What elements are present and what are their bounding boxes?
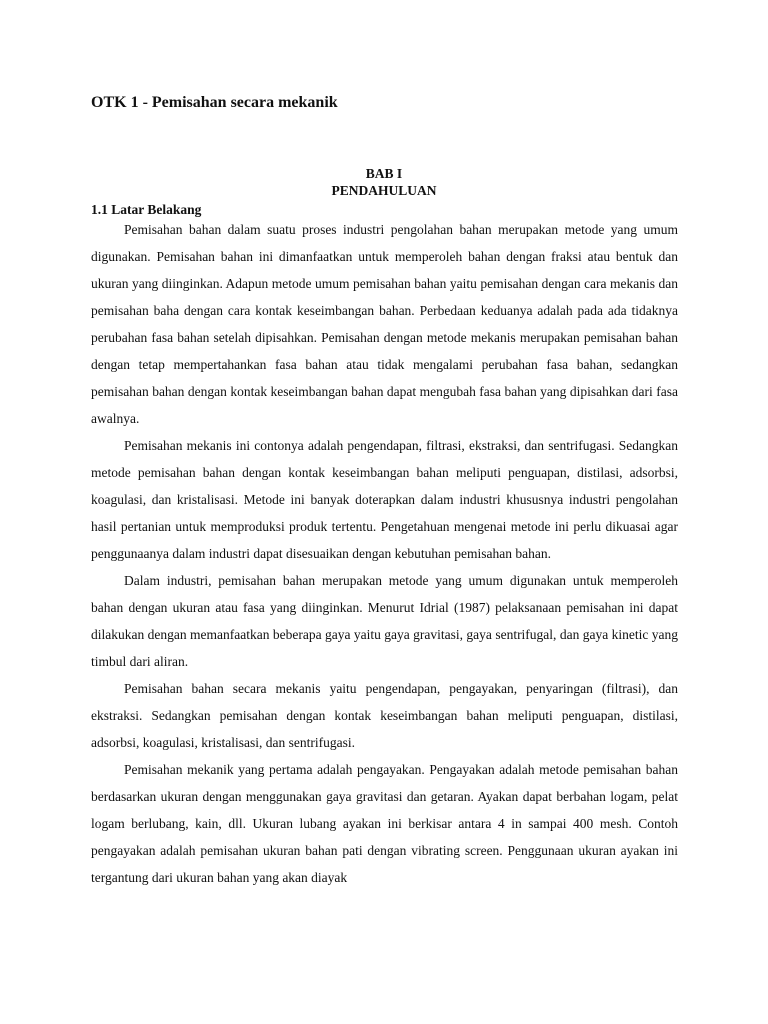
paragraph: Pemisahan mekanis ini contonya adalah pengendapan, filtrasi, ekstraksi, dan sentrifugasi. Sedangkan metode pemisahan bahan dengan kontak keseimbangan bahan meliputi penguapan, distilasi, adsorbsi, koagulasi, dan kristalisasi. Metode ini banyak doterapkan dalam industri khususnya industri pengolahan hasil pertanian untuk memproduksi produk tertentu. Pengetahuan mengenai metode ini perlu dikuasai agar penggunaanya dalam industri dapat disesuaikan dengan kebutuhan pemisahan bahan. [91, 438, 678, 561]
paragraph: Pemisahan bahan secara mekanis yaitu pengendapan, pengayakan, penyaringan (filtrasi), dan ekstraksi. Sedangkan pemisahan dengan kontak keseimbangan bahan meliputi penguapan, distilasi, adsorbsi, koagulasi, kristalisasi, dan sentrifugasi. [91, 681, 678, 750]
section-heading: 1.1 Latar Belakang [91, 202, 202, 217]
paragraph: Pemisahan bahan dalam suatu proses industri pengolahan bahan merupakan metode yang umum digunakan. Pemisahan bahan ini dimanfaatkan untuk memperoleh bahan dengan fraksi atau bentuk dan ukuran yang diinginkan. Adapun metode umum pemisahan bahan yaitu pemisahan dengan cara mekanis dan pemisahan baha dengan cara kontak keseimbangan bahan. Perbedaan keduanya adalah pada ada tidaknya perubahan fasa bahan setelah dipisahkan. Pemisahan dengan metode mekanis merupakan pemisahan bahan dengan tetap mempertahankan fasa bahan atau tidak mengalami perubahan fasa bahan, sedangkan pemisahan bahan dengan kontak keseimbangan bahan dapat mengubah fasa bahan yang dipisahkan dari fasa awalnya. [91, 222, 678, 426]
document-title: OTK 1 - Pemisahan secara mekanik [91, 94, 338, 111]
document-body [91, 216, 678, 891]
chapter-number: BAB I [365, 166, 403, 181]
paragraph: Dalam industri, pemisahan bahan merupakan metode yang umum digunakan untuk memperoleh bahan dengan ukuran atau fasa yang diinginkan. Menurut Idrial (1987) pelaksanaan pemisahan ini dapat dilakukan dengan memanfaatkan beberapa gaya yaitu gaya gravitasi, gaya sentrifugal, dan gaya kinetic yang timbul dari aliran. [91, 573, 678, 669]
paragraph: Pemisahan mekanik yang pertama adalah pengayakan. Pengayakan adalah metode pemisahan bahan berdasarkan ukuran dengan menggunakan gaya gravitasi dan getaran. Ayakan dapat berbahan logam, pelat logam berlubang, kain, dll. Ukuran lubang ayakan ini berkisar antara 4 in sampai 400 mesh. Contoh pengayakan adalah pemisahan ukuran bahan pati dengan vibrating screen. Penggunaan ukuran ayakan ini tergantung dari ukuran bahan yang akan diayak [91, 762, 678, 885]
chapter-title: PENDAHULUAN [331, 183, 437, 198]
